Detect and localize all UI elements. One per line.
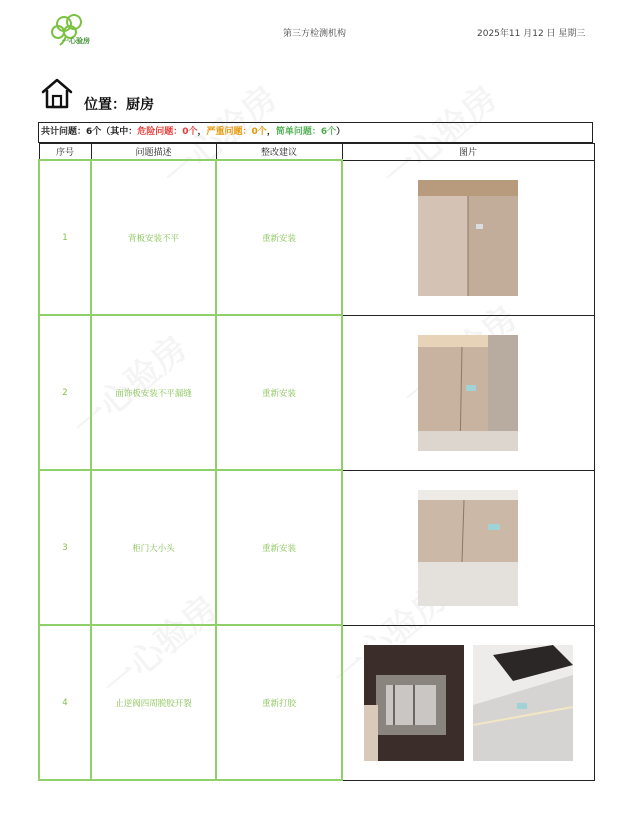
summary-suffix: ） [336, 127, 346, 137]
row-no: 4 [39, 625, 91, 780]
issue-photo[interactable] [418, 180, 518, 296]
table-row [39, 625, 594, 780]
row-desc: 面饰板安装不平漏缝 [91, 315, 216, 470]
row-photo-cell [342, 625, 594, 780]
row-desc: 止逆阀四周脱胶开裂 [91, 625, 216, 780]
logo-text: 一心验房 [62, 37, 90, 45]
table-row [39, 315, 594, 470]
col-header-no: 序号 [39, 144, 91, 161]
issue-photo[interactable] [364, 645, 464, 761]
col-header-fix: 整改建议 [216, 144, 342, 161]
page-header [0, 0, 633, 60]
summary-sep: ， [197, 127, 207, 137]
issue-photo[interactable] [473, 645, 573, 761]
row-fix: 重新安装 [216, 315, 342, 470]
summary-sep: ， [266, 127, 276, 137]
logo [48, 14, 96, 48]
danger-count: 危险问题：0个 [137, 127, 198, 137]
row-photo-cell [342, 315, 594, 470]
serious-count: 严重问题：0个 [206, 127, 267, 137]
table-row [39, 160, 594, 315]
table-row [39, 470, 594, 625]
row-desc: 柜门大小头 [91, 470, 216, 625]
row-fix: 重新打胶 [216, 625, 342, 780]
issue-table [38, 143, 595, 781]
row-fix: 重新安装 [216, 160, 342, 315]
simple-count: 简单问题：6个 [275, 127, 337, 137]
house-icon [40, 76, 74, 110]
issue-summary [38, 122, 593, 143]
table-header-row [39, 144, 594, 161]
row-photo-cell [342, 470, 594, 625]
location-title: 位置：厨房 [84, 97, 154, 113]
issue-photo[interactable] [418, 490, 518, 606]
org-name: 第三方检测机构 [283, 29, 347, 39]
report-date: 2025年11 月12 日 星期三 [477, 29, 586, 39]
row-no: 1 [39, 160, 91, 315]
row-photo-cell [342, 160, 594, 315]
col-header-photo: 图片 [342, 144, 594, 161]
row-no: 2 [39, 315, 91, 470]
row-no: 3 [39, 470, 91, 625]
row-desc: 背板安装不平 [91, 160, 216, 315]
col-header-desc: 问题描述 [91, 144, 216, 161]
summary-prefix: 共计问题：6个（其中： [41, 127, 138, 137]
row-fix: 重新安装 [216, 470, 342, 625]
issue-photo[interactable] [418, 335, 518, 451]
